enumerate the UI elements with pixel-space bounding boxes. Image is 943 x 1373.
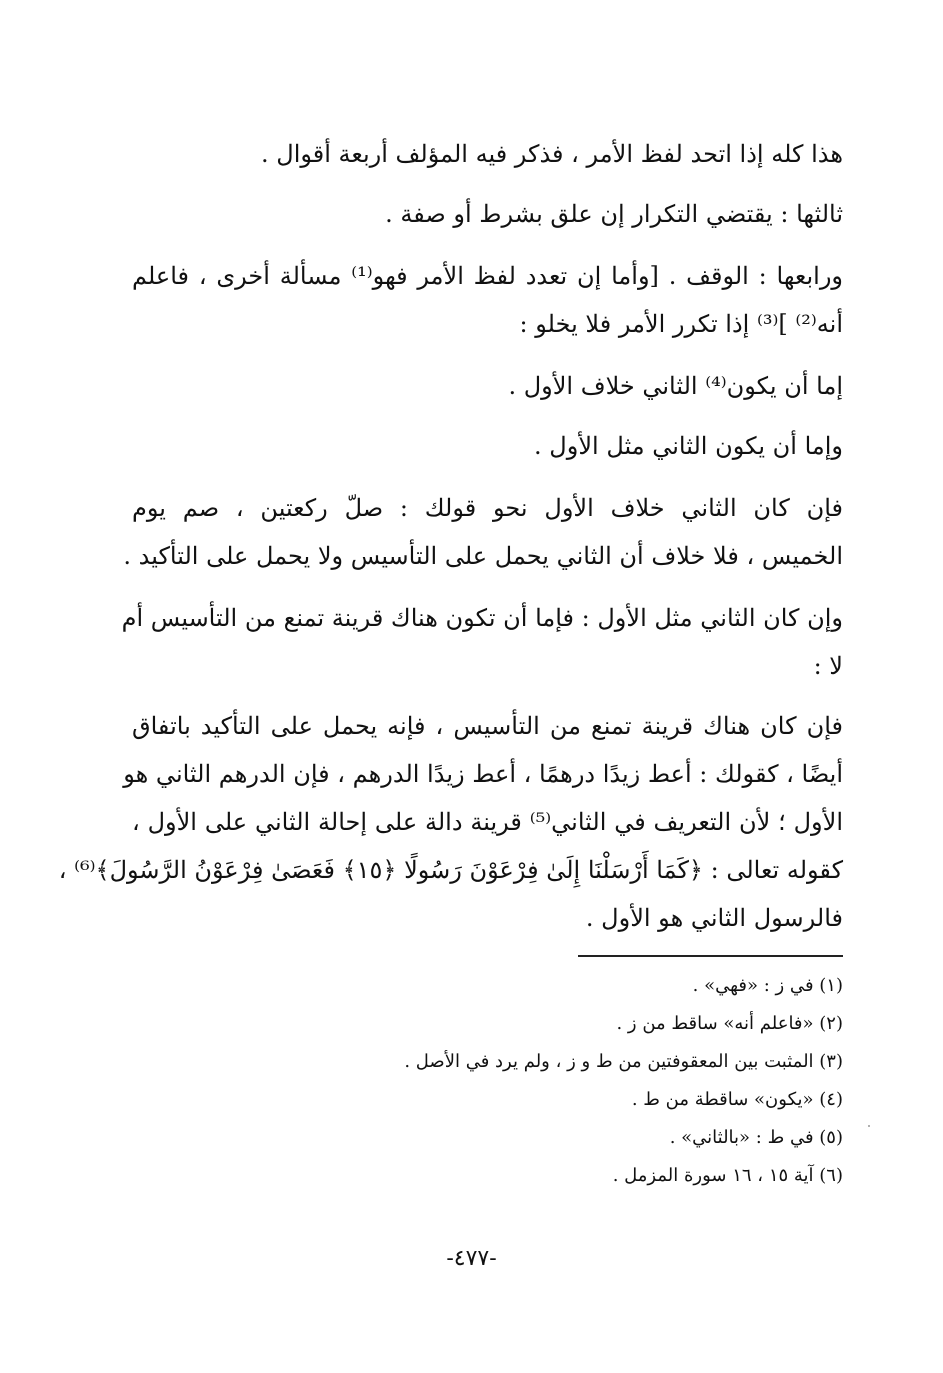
footnote-3: (٣) المثبت بين المعقوفتين من ط و ز ، ولم يرد في الأصل . <box>404 1051 843 1072</box>
body-line-7: فإن كان الثاني خلاف الأول نحو قولك : صلّ ركعتين ، صم يوم <box>132 494 843 522</box>
body-line-4: أنه⁽²⁾ ]⁽³⁾ إذا تكرر الأمر فلا يخلو : <box>519 310 843 338</box>
scan-speck <box>868 1125 870 1127</box>
body-line-2: ثالثها : يقتضي التكرار إن علق بشرط أو صفة . <box>385 200 843 228</box>
body-line-9: وإن كان الثاني مثل الأول : فإما أن تكون هناك قرينة تمنع من التأسيس أم <box>121 604 843 632</box>
body-line-5: إما أن يكون⁽⁴⁾ الثاني خلاف الأول . <box>508 372 843 400</box>
body-line-8: الخميس ، فلا خلاف أن الثاني يحمل على التأسيس ولا يحمل على التأكيد . <box>123 542 843 570</box>
body-line-15: فالرسول الثاني هو الأول . <box>585 904 843 932</box>
footnote-separator <box>578 955 843 957</box>
body-line-10: لا : <box>813 652 843 680</box>
body-line-3: ورابعها : الوقف . [وأما إن تعدد لفظ الأمر فهو⁽¹⁾ مسألة أخرى ، فاعلم <box>132 262 843 290</box>
footnote-5: (٥) في ط : «بالثاني» . <box>669 1127 843 1148</box>
page-number: -٤٧٧- <box>446 1246 497 1271</box>
body-line-1: هذا كله إذا اتحد لفظ الأمر ، فذكر فيه المؤلف أربعة أقوال . <box>261 140 843 168</box>
body-line-13: الأول ؛ لأن التعريف في الثاني⁽⁵⁾ قرينة دالة على إحالة الثاني على الأول ، <box>132 808 844 836</box>
footnote-2: (٢) «فاعلم أنه» ساقط من ز . <box>616 1013 843 1034</box>
footnote-1: (١) في ز : «فهي» . <box>692 975 843 996</box>
body-line-12: أيضًا ، كقولك : أعط زيدًا درهمًا ، أعط زيدًا الدرهم ، فإن الدرهم الثاني هو <box>123 760 843 788</box>
body-line-11: فإن كان هناك قرينة تمنع من التأسيس ، فإنه يحمل على التأكيد باتفاق <box>132 712 843 740</box>
footnote-6: (٦) آية ١٥ ، ١٦ سورة المزمل . <box>612 1165 843 1186</box>
body-line-6: وإما أن يكون الثاني مثل الأول . <box>534 432 843 460</box>
body-line-14: كقوله تعالى : ﴿كَمَا أَرْسَلْنَا إِلَىٰ فِرْعَوْنَ رَسُولًا ﴿١٥﴾ فَعَصَىٰ فِرْعَوْنُ الرَّسُولَ﴾⁽⁶⁾ ، <box>58 856 843 884</box>
footnote-4: (٤) «يكون» ساقطة من ط . <box>631 1089 843 1110</box>
